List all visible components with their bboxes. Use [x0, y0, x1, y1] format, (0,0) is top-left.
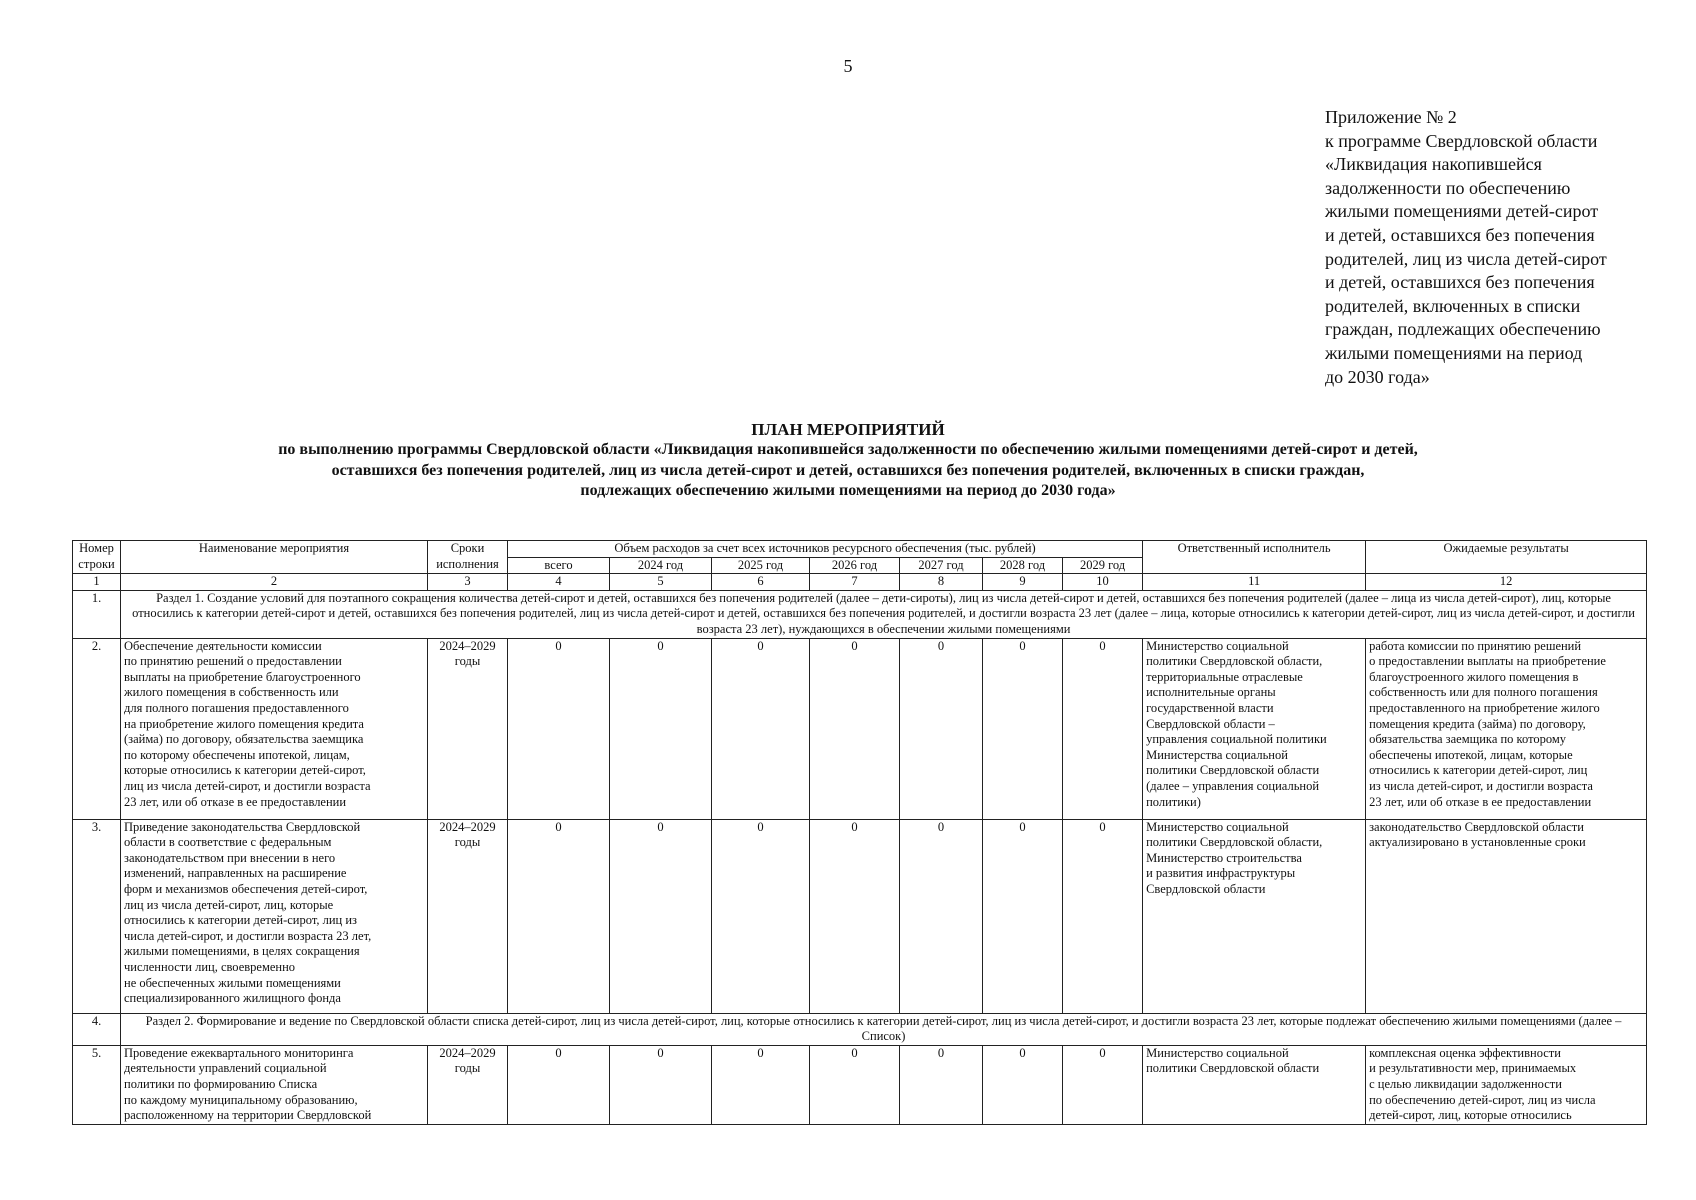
header-year: 2027 год — [900, 557, 983, 574]
appendix-line: граждан, подлежащих обеспечению — [1325, 319, 1601, 340]
table-row — [73, 1045, 1647, 1124]
results-cell: законодательство Свердловской области актуализировано в установленные сроки — [1366, 819, 1647, 1013]
plan-subtitle-line: оставшихся без попечения родителей, лиц из числа детей-сирот и детей, оставшихся без попечения родителей, включенных в списки граждан, — [331, 461, 1365, 479]
value-cell: 0 — [810, 819, 900, 1013]
header-results: Ожидаемые результаты — [1366, 541, 1647, 574]
column-number: 9 — [983, 574, 1063, 591]
value-cell: 0 — [1063, 1045, 1143, 1124]
term-cell: 2024–2029 годы — [428, 1045, 508, 1124]
header-year: 2028 год — [983, 557, 1063, 574]
column-number: 7 — [810, 574, 900, 591]
column-number-row — [73, 574, 1647, 591]
value-cell: 0 — [983, 819, 1063, 1013]
value-cell: 0 — [810, 638, 900, 819]
appendix-note — [1325, 106, 1665, 389]
value-cell: 0 — [900, 1045, 983, 1124]
section-title: Раздел 2. Формирование и ведение по Свердловской области списка детей-сирот, лиц из числа детей-сирот, лиц, которые относились к категории детей-сирот, лиц из числа детей-сирот, и достигли возраста 23 лет, которые подлежат обеспечению жилыми помещениями (далее – Список) — [121, 1013, 1647, 1045]
header-term: Сроки исполнения — [428, 541, 508, 574]
column-number: 5 — [610, 574, 712, 591]
value-cell: 0 — [983, 638, 1063, 819]
value-cell: 0 — [900, 819, 983, 1013]
appendix-line: «Ликвидация накопившейся — [1325, 154, 1542, 175]
row-number: 1. — [73, 590, 121, 638]
appendix-line: задолженности по обеспечению — [1325, 177, 1571, 198]
row-number: 2. — [73, 638, 121, 819]
appendix-line: жилыми помещениями детей-сирот — [1325, 201, 1599, 222]
table-row — [73, 638, 1647, 819]
header-year: 2026 год — [810, 557, 900, 574]
results-cell: комплексная оценка эффективности и результативности мер, принимаемых с целью ликвидации задолженности по обеспечению детей-сирот, лиц из числа детей-сирот, лиц, которые относились — [1366, 1045, 1647, 1124]
plan-subtitle-line: подлежащих обеспечению жилыми помещениями на период до 2030 года» — [580, 482, 1116, 499]
table-row — [73, 819, 1647, 1013]
column-number: 11 — [1143, 574, 1366, 591]
column-number: 4 — [508, 574, 610, 591]
appendix-line: жилыми помещениями на период — [1325, 342, 1583, 363]
column-number: 6 — [712, 574, 810, 591]
column-number: 2 — [121, 574, 428, 591]
value-cell: 0 — [712, 819, 810, 1013]
column-number: 8 — [900, 574, 983, 591]
header-year: 2024 год — [610, 557, 712, 574]
header-activity: Наименование мероприятия — [121, 541, 428, 574]
section-row — [73, 1013, 1647, 1045]
activity-cell: Обеспечение деятельности комиссии по принятию решений о предоставлении выплаты на приобретение благоустроенного жилого помещения в собственность или для полного погашения предоставленного на приобретение жилого помещения кредита (займа) по договору, обязательства заемщика по которому обеспечены ипотекой, лицам, которые относились к категории детей-сирот, лиц из числа детей-сирот, и достигли возраста 23 лет, или об отказе в ее предоставлении — [121, 638, 428, 819]
responsible-cell: Министерство социальной политики Свердловской области — [1143, 1045, 1366, 1124]
column-number: 1 — [73, 574, 121, 591]
responsible-cell: Министерство социальной политики Свердловской области, Министерство строительства и развития инфраструктуры Свердловской области — [1143, 819, 1366, 1013]
value-cell: 0 — [810, 1045, 900, 1124]
header-year: 2029 год — [1063, 557, 1143, 574]
plan-title: ПЛАН МЕРОПРИЯТИЙ — [751, 420, 945, 439]
section-row — [73, 590, 1647, 638]
appendix-line: родителей, включенных в списки — [1325, 295, 1581, 316]
results-cell: работа комиссии по принятию решений о предоставлении выплаты на приобретение благоустроенного жилого помещения в собственность или для полного погашения предоставленного на приобретение жилого помещения кредита (займа) по договору, обязательства заемщика по которому обеспечены ипотекой, лицам, которые относились к категории детей-сирот, лиц из числа детей-сирот, и достигли возраста 23 лет, или об отказе в ее предоставлении — [1366, 638, 1647, 819]
activity-cell: Проведение ежеквартального мониторинга деятельности управлений социальной политики по формированию Списка по каждому муниципальному образованию, расположенному на территории Свердловской — [121, 1045, 428, 1124]
header-expenses: Объем расходов за счет всех источников ресурсного обеспечения (тыс. рублей) — [508, 541, 1143, 558]
term-cell: 2024–2029 годы — [428, 819, 508, 1013]
row-number: 5. — [73, 1045, 121, 1124]
value-cell: 0 — [1063, 638, 1143, 819]
column-number: 12 — [1366, 574, 1647, 591]
value-cell: 0 — [712, 638, 810, 819]
plan-heading — [40, 419, 1656, 502]
value-cell: 0 — [508, 638, 610, 819]
column-number: 3 — [428, 574, 508, 591]
appendix-line: и детей, оставшихся без попечения — [1325, 272, 1595, 293]
row-number: 4. — [73, 1013, 121, 1045]
page-number: 5 — [843, 56, 853, 76]
header-year: 2025 год — [712, 557, 810, 574]
value-cell: 0 — [1063, 819, 1143, 1013]
appendix-line: и детей, оставшихся без попечения — [1325, 224, 1595, 245]
value-cell: 0 — [900, 638, 983, 819]
value-cell: 0 — [610, 1045, 712, 1124]
term-cell: 2024–2029 годы — [428, 638, 508, 819]
section-title: Раздел 1. Создание условий для поэтапного сокращения количества детей-сирот и детей, оставшихся без попечения родителей (далее – дети-сироты), лиц из числа детей-сирот и детей, оставшихся без попечения родителей (далее – лица из числа детей-сирот), лиц, которые относились к категории детей-сирот и детей, оставшихся без попечения родителей, лиц из числа детей-сирот и детей, оставшихся без попечения родителей, и достигли возраста 23 лет (далее – лица, которые относились к категории детей-сирот, лиц из числа детей-сирот, и достигли возраста 23 лет), нуждающихся в обеспечении жилыми помещениями — [121, 590, 1647, 638]
value-cell: 0 — [712, 1045, 810, 1124]
activity-cell: Приведение законодательства Свердловской области в соответствие с федеральным законодательством при внесении в него изменений, направленных на расширение форм и механизмов обеспечения детей-сирот, лиц из числа детей-сирот, лиц, которые относились к категории детей-сирот, лиц из числа детей-сирот, и достигли возраста 23 лет, жилыми помещениями, в целях сокращения численности лиц, своевременно не обеспеченных жилыми помещениями специализированного жилищного фонда — [121, 819, 428, 1013]
appendix-line: Приложение № 2 — [1325, 107, 1457, 127]
appendix-line: родителей, лиц из числа детей-сирот — [1325, 248, 1607, 269]
value-cell: 0 — [508, 819, 610, 1013]
responsible-cell: Министерство социальной политики Свердловской области, территориальные отраслевые исполнительные органы государственной власти Свердловской области – управления социальной политики Министерства социальной политики Свердловской области (далее – управления социальной политики) — [1143, 638, 1366, 819]
row-number: 3. — [73, 819, 121, 1013]
plan-table — [72, 540, 1647, 1125]
value-cell: 0 — [508, 1045, 610, 1124]
value-cell: 0 — [610, 819, 712, 1013]
value-cell: 0 — [610, 638, 712, 819]
appendix-line: до 2030 года» — [1325, 366, 1430, 387]
header-total: всего — [508, 557, 610, 574]
appendix-line: к программе Свердловской области — [1325, 130, 1598, 151]
table-header-row — [73, 541, 1647, 558]
value-cell: 0 — [983, 1045, 1063, 1124]
column-number: 10 — [1063, 574, 1143, 591]
header-row-number: Номер строки — [73, 541, 121, 574]
header-responsible: Ответственный исполнитель — [1143, 541, 1366, 574]
plan-subtitle-line: по выполнению программы Свердловской области «Ликвидация накопившейся задолженности по обеспечению жилыми помещениями детей-сирот и детей, — [278, 441, 1418, 458]
